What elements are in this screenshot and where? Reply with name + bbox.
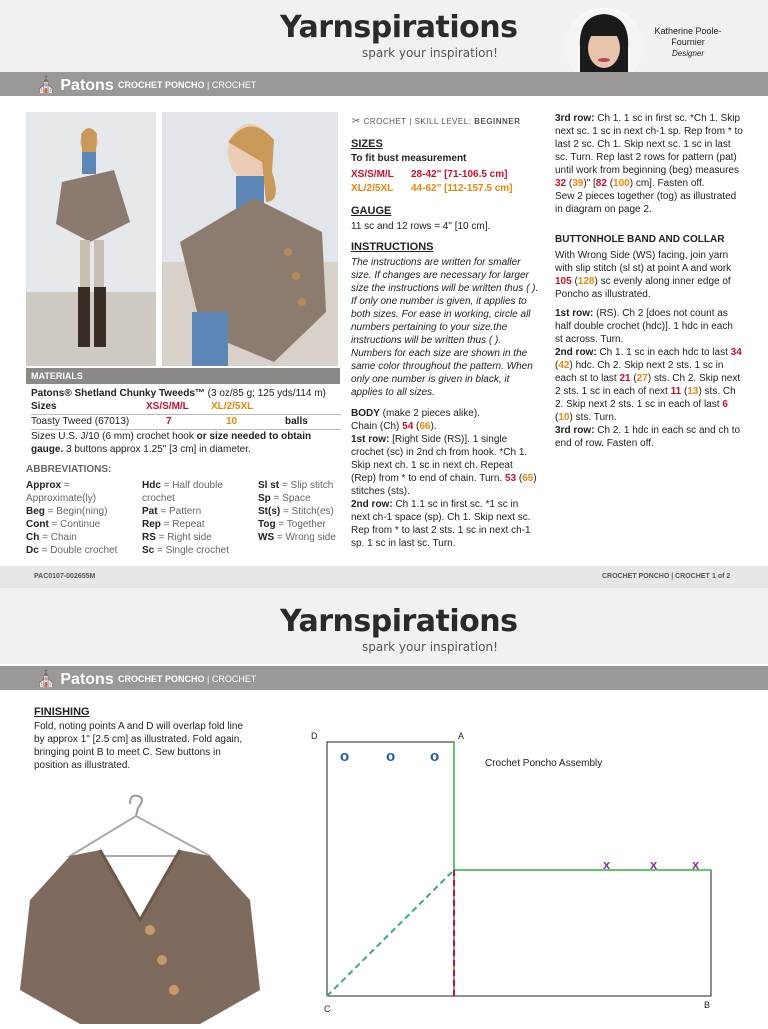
designer-role: Designer: [671, 49, 704, 58]
abbr-item: Beg = Begin(ning): [26, 506, 108, 517]
chain-a: 54: [402, 421, 414, 432]
brand-logo: Yarnspirations: [280, 10, 518, 45]
abbr-item: Tog = Together: [258, 519, 326, 530]
bh-n8: 10: [558, 412, 570, 423]
footer-code: PAC0107-002655M: [34, 573, 96, 580]
chain-post: .: [433, 421, 437, 432]
bh-intro: With Wrong Side (WS) facing, join yarn with slip stitch (sl st) at point A and work: [555, 250, 732, 274]
designer-info: [646, 26, 730, 59]
row1-b: 65: [522, 473, 534, 484]
abbr-item: St(s) = Stitch(es): [258, 506, 334, 517]
bh-r2e: sts. Turn.: [572, 412, 617, 423]
bh-r2b: hdc. Ch 2. Skip next 2 sts. 1 sc in each st to last: [555, 360, 724, 384]
abbr-item: WS = Wrong side: [258, 532, 336, 543]
point-d-label: D: [311, 731, 318, 741]
bh-r2c: sts. Ch 2. Skip next 2 sts. 1 sc in each of next: [555, 373, 741, 397]
patons-label: Patons: [60, 77, 114, 94]
qty-size1: 7: [166, 416, 172, 427]
crochet-hook-icon: ✂: [352, 116, 361, 127]
bar-label-light: CROCHET: [211, 80, 257, 90]
abbr-col1: [26, 479, 136, 557]
bar-label-bold: CROCHET PONCHO: [118, 80, 205, 90]
bh-r2d: sts. Ch 2. Skip next 2 sts. 1 sc in each of last: [555, 386, 736, 410]
body-title: BODY: [351, 408, 380, 419]
row3-m2: 39: [572, 178, 584, 189]
bh-r3-label: 3rd row:: [555, 425, 595, 436]
buttonhole-heading: BUTTONHOLE BAND AND COLLAR: [555, 234, 725, 245]
row3-text: Ch 1. 1 sc in first sc. *Ch 1. Skip next sc. 1 sc in next ch-1 sp. Rep from * to last 2 sc. Ch 1. Skip next sc. 1 sc in last sc. Turn. Rep last 2 rows for pattern (pat) until work from beginning (beg) measures: [555, 113, 743, 176]
qty-size2: 10: [226, 416, 238, 427]
brand-tagline: spark your inspiration!: [362, 640, 498, 654]
patons-flame-icon: ⛪: [36, 671, 56, 688]
patons-logo: [36, 75, 114, 95]
page1-footer: [0, 566, 768, 588]
abbr-item: Hdc = Half double crochet: [142, 480, 223, 504]
assembly-diagram: [300, 720, 730, 1024]
bh-n7: 6: [722, 399, 728, 410]
abbr-item: Dc = Double crochet: [26, 545, 118, 556]
bar-label-sep: |: [204, 674, 212, 684]
yarn-color: Toasty Tweed (67013): [31, 416, 130, 427]
gauge-text: 11 sc and 12 rows = 4" [10 cm].: [351, 221, 491, 232]
footer-page: 1 of 2: [712, 573, 731, 580]
brand-bar: [0, 666, 768, 690]
finishing-text: Fold, noting points A and D will overlap fold line by approx 1" [2.5 cm] as illustrated. Fold again, bringing point B to meet C. Sew buttons in position as illustrated.: [34, 721, 244, 771]
patons-logo: [36, 669, 114, 689]
button-position-marker: o: [386, 748, 396, 765]
abbr-item: Sc = Single crochet: [142, 545, 229, 556]
size2-line: [351, 182, 513, 195]
buttonhole-marker: x: [692, 857, 700, 872]
chain-pre: Chain (Ch): [351, 421, 403, 432]
bar-label-light: CROCHET: [211, 674, 257, 684]
materials-yarn: [31, 387, 341, 400]
abbr-item: Sp = Space: [258, 493, 311, 504]
size1-name: XS/S/M/L: [351, 169, 394, 180]
row3-m1: 32: [555, 178, 567, 189]
yarn-note: (3 oz/85 g; 125 yds/114 m): [204, 388, 326, 399]
abbr-item: RS = Right side: [142, 532, 212, 543]
row1-a: 53: [504, 473, 517, 484]
point-c-label: C: [324, 1004, 331, 1014]
sizes-label: Sizes: [31, 401, 57, 412]
button-position-marker: o: [340, 748, 350, 765]
qty-unit: balls: [285, 416, 308, 427]
abbr-item: Pat = Pattern: [142, 506, 202, 517]
instructions-heading: INSTRUCTIONS: [351, 241, 434, 253]
buttonhole-marker: x: [603, 857, 611, 872]
row2-label: 2nd row:: [351, 499, 393, 510]
row1-post: stitches (sts).: [351, 486, 410, 497]
hook-gauge-note: or size needed to obtain gauge.: [31, 431, 312, 455]
bh-n6: 13: [687, 386, 699, 397]
piece2-outline: [454, 870, 711, 996]
bh-r2-label: 2nd row:: [555, 347, 597, 358]
bh-n4: 27: [636, 373, 648, 384]
abbr-item: Cont = Continue: [26, 519, 101, 530]
yarn-name: Patons® Shetland Chunky Tweeds™: [31, 388, 205, 399]
bar-label: [118, 80, 256, 90]
abbr-col2: [142, 479, 250, 557]
row3-m4: 100: [613, 178, 630, 189]
diagram-title: Crochet Poncho Assembly: [485, 758, 603, 769]
instructions-text: The instructions are written for smaller size. If changes are necessary for larger size the instructions will be written thus ( ). If only one number is given, it applies to both sizes. For ease in working, circle all numbers pertaining to your size.the instructions will be written thus ( ). Numbers for each size are shown in the same color throughout the pattern. When only one number is given in black, it applies to all sizes.: [351, 257, 539, 398]
row3-m3: 82: [595, 178, 607, 189]
craft-line: [352, 116, 520, 127]
point-a-label: A: [458, 731, 465, 741]
body-section: BODY (make 2 pieces alike). Chain (Ch) 54 (66). 1st row: [Right Side (RS)]. 1 single crochet (sc) in 2nd ch from hook. *Ch 1. Skip next ch. 1 sc in next ch. Repeat (Rep) from * to end of chain. Turn. 53 (65) stitches (sts). 2nd row: Ch 1.1 sc in first sc. *1 sc in next ch-1 space (sp). Ch 1. Skip next sc. Rep from * to last 2 sts. 1 sc in next ch-1 sp. 1 sc in last sc. Turn.: [351, 408, 537, 549]
sew-text: Sew 2 pieces together (tog) as illustrated in diagram on page 2.: [555, 191, 737, 215]
bar-label-sep: |: [204, 80, 212, 90]
bh-intro2: sc evenly along inner edge of Poncho as illustrated.: [555, 276, 731, 300]
footer-label: CROCHET PONCHO | CROCHET: [602, 573, 710, 580]
materials-size2: XL/2/5XL: [211, 401, 254, 412]
piece1-outline: [327, 742, 454, 996]
body-note: (make 2 pieces alike).: [379, 408, 480, 419]
abbr-item: Approx = Approximate(ly): [26, 480, 97, 504]
bh-r2a: Ch 1. 1 sc in each hdc to last: [596, 347, 731, 358]
materials-heading: MATERIALS: [26, 368, 340, 384]
poncho-hanger-photo: [0, 790, 280, 1024]
sizes-heading: SIZES: [351, 138, 383, 150]
size1-line: [351, 168, 508, 181]
abbr-item: Sl st = Slip stitch: [258, 480, 334, 491]
bh-r1-text: (RS). Ch 2 [does not count as half double crochet (hdc)]. 1 hdc in each st across. Turn.: [555, 308, 733, 345]
brand-bar: [0, 72, 768, 96]
bh-b: 128: [577, 276, 595, 287]
point-b-label: B: [704, 1000, 711, 1010]
model-photo-full: [26, 112, 156, 366]
craft-type: CROCHET: [363, 117, 407, 126]
finishing-heading: FINISHING: [34, 706, 90, 718]
patons-label: Patons: [60, 671, 114, 688]
patons-flame-icon: ⛪: [36, 77, 56, 94]
size1-measure: 28-42" [71-106.5 cm]: [411, 169, 508, 180]
bh-n2: 42: [558, 360, 570, 371]
row1-text: [Right Side (RS)]. 1 single crochet (sc) in 2nd ch from hook. *Ch 1. Skip next ch. 1 sc in next ch. Repeat (Rep) from * to end of chain. Turn.: [351, 434, 528, 484]
size2-measure: 44-62" [112-157.5 cm]: [411, 183, 513, 194]
skill-label: SKILL LEVEL:: [414, 117, 472, 126]
model-photo-closeup: [162, 112, 338, 366]
gauge-heading: GAUGE: [351, 205, 392, 217]
bar-label: [118, 674, 256, 684]
bh-a: 105: [555, 276, 572, 287]
materials-hook: [31, 430, 339, 456]
button-position-marker: o: [430, 748, 440, 765]
abbr-item: Rep = Repeat: [142, 519, 205, 530]
bh-n3: 21: [619, 373, 631, 384]
row3-text2: cm]. Fasten off.: [633, 178, 705, 189]
row3-section: 3rd row: Ch 1. 1 sc in first sc. *Ch 1. Skip next sc. 1 sc in next ch-1 sp. Rep from * to last 2 sc. Ch 1. Skip next sc. 1 sc in last sc. Turn. Rep last 2 rows for pattern (pat) until work from beginning (beg) measures 32 (39)" [82 (100) cm]. Fasten off. Sew 2 pieces together (tog) as illustrated in diagram on page 2.: [555, 113, 743, 215]
materials-size1: XS/S/M/L: [146, 401, 189, 412]
hook-text: Sizes U.S. J/10 (6 mm) crochet hook: [31, 431, 197, 442]
brand-tagline: spark your inspiration!: [362, 46, 498, 60]
size2-name: XL/2/5XL: [351, 183, 394, 194]
chain-b: 66: [419, 421, 431, 432]
materials-sizes-row: [31, 400, 341, 413]
abbreviations-heading: ABBREVIATIONS:: [26, 464, 112, 475]
brand-logo: Yarnspirations: [280, 604, 518, 639]
bh-n1: 34: [730, 347, 742, 358]
buttonhole-section: With Wrong Side (WS) facing, join yarn with slip stitch (sl st) at point A and work 105 (128) sc evenly along inner edge of Poncho as illustrated. 1st row: (RS). Ch 2 [does not count as half double crochet (hdc)]. 1 hdc in each st across. Turn. 2nd row: Ch 1. 1 sc in each hdc to last 34 (42) hdc. Ch 2. Skip next 2 sts. 1 sc in each st to last 21 (27) sts. Ch 2. Skip next 2 sts. 1 sc in each of next 11 (13) sts. Ch 2. Skip next 2 sts. 1 sc in each of last 6 (10) sts. Turn. 3rd row: Ch 2. 1 hdc in each sc and ch to end of row. Fasten off.: [555, 250, 742, 449]
skill-level: BEGINNER: [474, 117, 521, 126]
buttonhole-marker: x: [650, 857, 658, 872]
craft-sep: |: [406, 117, 415, 126]
bh-r3-text: Ch 2. 1 hdc in each sc and ch to end of row. Fasten off.: [555, 425, 741, 449]
row2-text: Ch 1.1 sc in first sc. *1 sc in next ch-1 space (sp). Ch 1. Skip next sc. Rep from * to last 2 sts. 1 sc in next ch-1 sp. 1 sc in last sc. Turn.: [351, 499, 531, 549]
row3-label: 3rd row:: [555, 113, 595, 124]
bh-r1-label: 1st row:: [555, 308, 594, 319]
designer-name: Katherine Poole-Fournier: [654, 26, 722, 47]
buttons-note: 3 buttons approx 1.25" [3 cm] in diameter.: [63, 444, 251, 455]
materials-color-row: [31, 414, 341, 430]
bar-label-bold: CROCHET PONCHO: [118, 674, 205, 684]
sizes-subheading: To fit bust measurement: [351, 153, 467, 164]
abbr-item: Ch = Chain: [26, 532, 77, 543]
teal-fold-line: [327, 870, 454, 996]
abbr-col3: [258, 479, 342, 544]
bh-n5: 11: [670, 386, 682, 397]
row1-label: 1st row:: [351, 434, 390, 445]
